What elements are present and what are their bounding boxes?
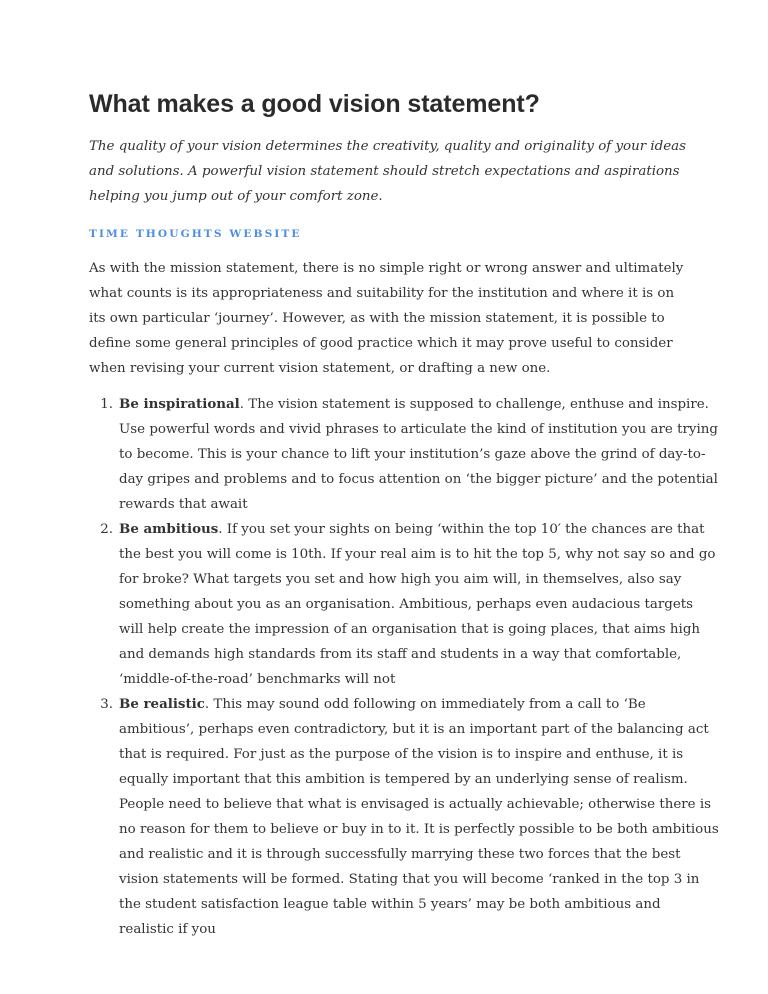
intro-paragraph: As with the mission statement, there is no simple right or wrong answer and ultimately what counts is its appropriateness and suitability for the institution and where it is on its own particular ‘journey’. However, as with the mission statement, it is possible to define some general principles of good practice which it may prove useful to consider when revising your current vision statement, or drafting a new one.: [89, 261, 684, 376]
principles-list: [89, 392, 719, 942]
principle-number: 2.: [100, 522, 113, 537]
principle-item: [89, 692, 719, 942]
principle-heading: Be inspirational: [119, 396, 240, 412]
principle-body: . This may sound odd following on immediately from a call to ‘Be ambitious’, perhaps even contradictory, but it is an important part of the balancing act that is required. For just as the purpose of the vision is to inspire and enthuse, it is equally important that this ambition is tempered by an underlying sense of realism. People need to believe that what is envisaged is actually achievable; otherwise there is no reason for them to believe or buy in to it. It is perfectly possible to be both ambitious and realistic and it is through successfully marrying these two forces that the best vision statements will be formed. Stating that you will become ‘ranked in the top 3 in the student satisfaction league table within 5 years’ may be both ambitious and realistic if you: [119, 697, 719, 937]
principle-body: . The vision statement is supposed to challenge, enthuse and inspire. Use powerful words and vivid phrases to articulate the kind of institution you are trying to become. This is your chance to lift your institution’s gaze above the grind of day-to-day gripes and problems and to focus attention on ‘the bigger picture’ and the potential rewards that await: [119, 397, 718, 512]
principle-number: 3.: [100, 697, 113, 712]
article-title: What makes a good vision statement?: [89, 90, 540, 118]
principle-heading: Be realistic: [119, 696, 205, 712]
principle-item: [89, 392, 719, 517]
principle-body: . If you set your sights on being ‘within the top 10′ the chances are that the best you will come is 10th. If your real aim is to hit the top 5, why not say so and go for broke? What targets you set and how high you aim will, in themselves, also say something about you as an organisation. Ambitious, perhaps even audacious targets will help create the impression of an organisation that is going places, that aims high and demands high standards from its staff and students in a way that comfortable, ‘middle-of-the-road’ benchmarks will not: [119, 522, 716, 687]
source-link[interactable]: TIME THOUGHTS WEBSITE: [89, 228, 302, 240]
article-lede: The quality of your vision determines the creativity, quality and originality of your ideas and solutions. A powerful vision statement should stretch expectations and aspirations helping you jump out of your comfort zone.: [89, 139, 687, 204]
principle-heading: Be ambitious: [119, 521, 219, 537]
principle-item: [89, 517, 719, 692]
principle-number: 1.: [100, 397, 113, 412]
